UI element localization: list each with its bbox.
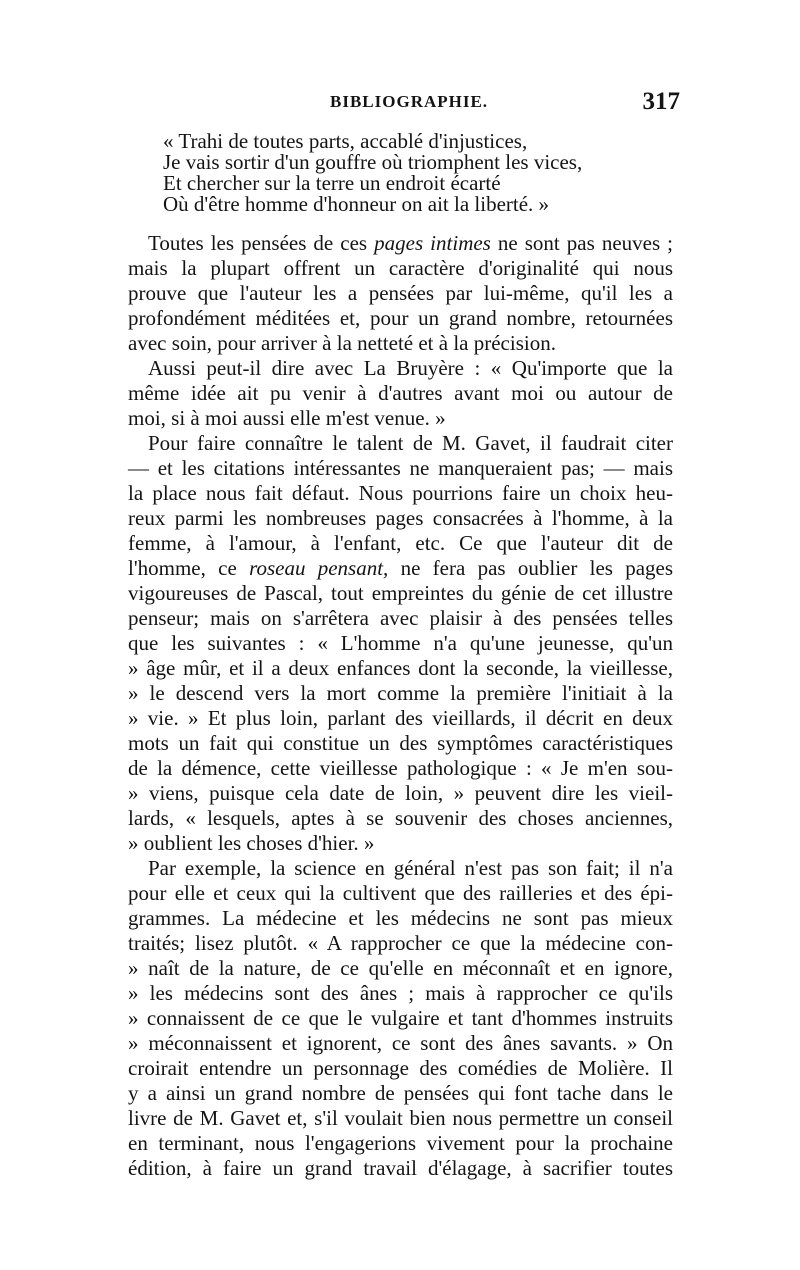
text-line: penseur; mais on s'arrêtera avec plaisir à des pensées telles <box>128 606 673 630</box>
text-line: de la démence, cette vieillesse pathologique : « Je m'en sou- <box>128 756 673 780</box>
text-line: » connaissent de ce que le vulgaire et tant d'hommes instruits <box>128 1006 673 1030</box>
italic-phrase: roseau pensant, <box>249 556 389 580</box>
text-line: moi, si à moi aussi elle m'est venue. » <box>128 406 446 430</box>
text-line: » viens, puisque cela date de loin, » peuvent dire les vieil- <box>128 781 673 805</box>
text-line: Aussi peut-il dire avec La Bruyère : « Qu'importe que la <box>148 356 673 380</box>
text-line: » naît de la nature, de ce qu'elle en méconnaît et en ignore, <box>128 956 673 980</box>
text-line <box>128 555 673 581</box>
poem-line: Et chercher sur la terre un endroit écarté <box>163 171 501 195</box>
text-line: » le descend vers la mort comme la première l'initiait à la <box>128 681 673 705</box>
running-header <box>120 88 680 122</box>
text-line: traités; lisez plutôt. « A rapprocher ce que la médecine con- <box>128 931 673 955</box>
text-line: femme, à l'amour, à l'enfant, etc. Ce que l'auteur dit de <box>128 531 673 555</box>
text-line: avec soin, pour arriver à la netteté et à la précision. <box>128 331 556 355</box>
text-line: — et les citations intéressantes ne manqueraient pas; — mais <box>128 456 673 480</box>
poem-line: « Trahi de toutes parts, accablé d'injustices, <box>163 129 528 153</box>
text-line: croirait entendre un personnage des comédies de Molière. Il <box>128 1056 673 1080</box>
text-line: pour elle et ceux qui la cultivent que des railleries et des épi- <box>128 881 673 905</box>
text-line: mais la plupart offrent un caractère d'originalité qui nous <box>128 256 673 280</box>
page-number: 317 <box>642 88 680 115</box>
text-line: livre de M. Gavet et, s'il voulait bien nous permettre un conseil <box>128 1106 673 1130</box>
text-line: vigoureuses de Pascal, tout empreintes du génie de cet illustre <box>128 581 673 605</box>
text-span: Toutes les pensées de ces <box>148 231 368 255</box>
text-line: grammes. La médecine et les médecins ne sont pas mieux <box>128 906 673 930</box>
text-line: prouve que l'auteur les a pensées par lui-même, qu'il les a <box>128 281 673 305</box>
poem-line: Où d'être homme d'honneur on ait la liberté. » <box>163 192 550 216</box>
text-line: en terminant, nous l'engagerions vivement pour la prochaine <box>128 1131 673 1155</box>
text-line: » âge mûr, et il a deux enfances dont la seconde, la vieillesse, <box>128 656 673 680</box>
text-line: » oublient les choses d'hier. » <box>128 831 375 855</box>
text-line: Pour faire connaître le talent de M. Gavet, il faudrait citer <box>148 431 673 455</box>
text-line <box>148 230 673 256</box>
header-title: BIBLIOGRAPHIE. <box>330 92 489 111</box>
text-line: la place nous fait défaut. Nous pourrions faire un choix heu- <box>128 481 673 505</box>
text-span: ne fera pas oublier les pages <box>400 556 674 580</box>
poem-line: Je vais sortir d'un gouffre où triomphent les vices, <box>163 150 583 174</box>
text-line: » méconnaissent et ignorent, ce sont des ânes savants. » On <box>128 1031 673 1055</box>
text-line: » les médecins sont des ânes ; mais à rapprocher ce qu'ils <box>128 981 673 1005</box>
text-line: reux parmi les nombreuses pages consacrées à l'homme, à la <box>128 506 673 530</box>
text-span: l'homme, ce <box>128 556 237 580</box>
text-line: y a ainsi un grand nombre de pensées qui font tache dans le <box>128 1081 673 1105</box>
text-span: ne sont pas neuves ; <box>497 231 674 255</box>
italic-title: pages intimes <box>374 231 491 255</box>
text-line: profondément méditées et, pour un grand nombre, retournées <box>128 306 673 330</box>
text-line: que les suivantes : « L'homme n'a qu'une jeunesse, qu'un <box>128 631 673 655</box>
text-line: mots un fait qui constitue un des symptômes caractéristiques <box>128 731 673 755</box>
text-line: Par exemple, la science en général n'est pas son fait; il n'a <box>148 856 673 880</box>
text-line: même idée ait pu venir à d'autres avant moi ou autour de <box>128 381 673 405</box>
text-line: » vie. » Et plus loin, parlant des vieillards, il décrit en deux <box>128 706 673 730</box>
text-line: lards, « lesquels, aptes à se souvenir des choses anciennes, <box>128 806 673 830</box>
text-line: édition, à faire un grand travail d'élagage, à sacrifier toutes <box>128 1156 673 1180</box>
